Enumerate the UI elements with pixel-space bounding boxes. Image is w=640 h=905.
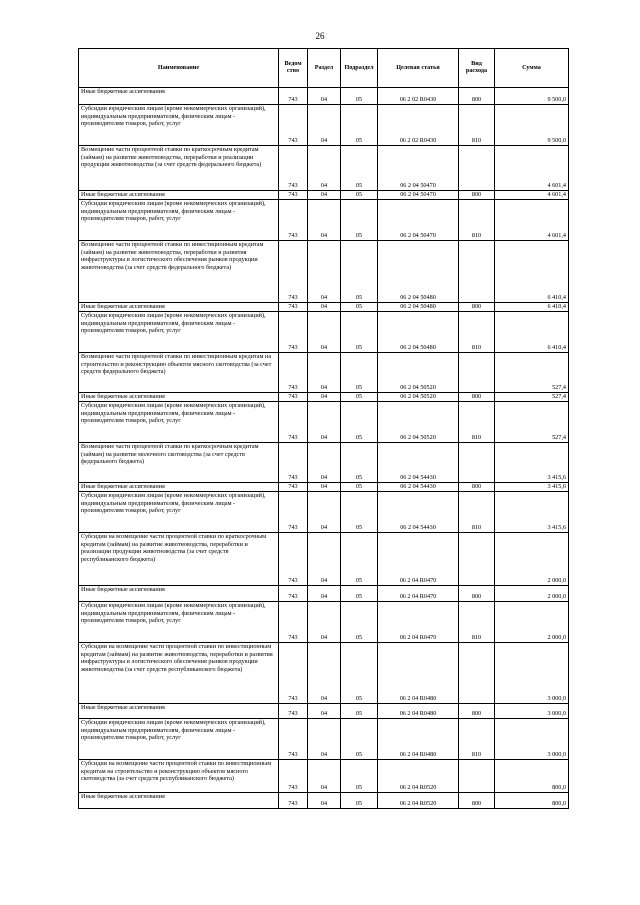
- cell-name: Иные бюджетные ассигнования: [79, 483, 279, 492]
- cell-ved: 743: [279, 200, 308, 241]
- cell-ved: 743: [279, 146, 308, 191]
- cell-razdel: 04: [308, 200, 341, 241]
- cell-podrazdel: 05: [341, 353, 378, 393]
- cell-name: Иные бюджетные ассигнования: [79, 303, 279, 312]
- cell-podrazdel: 05: [341, 146, 378, 191]
- cell-vid: 800: [459, 393, 495, 402]
- table-row: [79, 200, 569, 241]
- cell-sum: 3 000,0: [495, 719, 569, 760]
- cell-target: 06 2 04 R0470: [378, 533, 459, 586]
- cell-name: Субсидии юридическим лицам (кроме некоммерческих организаций), индивидуальным предпринимателям, физическим лицам - производителям товаров, работ, услуг: [79, 312, 279, 353]
- cell-target: 06 2 04 50520: [378, 353, 459, 393]
- cell-ved: 743: [279, 704, 308, 719]
- cell-podrazdel: 05: [341, 602, 378, 643]
- cell-razdel: 04: [308, 793, 341, 809]
- cell-razdel: 04: [308, 402, 341, 443]
- cell-name: Иные бюджетные ассигнования: [79, 191, 279, 200]
- cell-podrazdel: 05: [341, 483, 378, 492]
- cell-vid: 810: [459, 492, 495, 533]
- cell-ved: 743: [279, 533, 308, 586]
- cell-razdel: 04: [308, 602, 341, 643]
- cell-sum: 4 601,4: [495, 191, 569, 200]
- cell-target: 06 2 04 50470: [378, 200, 459, 241]
- header-sum: Сумма: [495, 49, 569, 88]
- cell-ved: 743: [279, 602, 308, 643]
- cell-razdel: 04: [308, 719, 341, 760]
- cell-vid: 800: [459, 483, 495, 492]
- header-ved: Ведом ство: [279, 49, 308, 88]
- cell-target: 06 2 04 50520: [378, 402, 459, 443]
- cell-name: Субсидии на возмещение части процентной ставки по инвестиционным кредитам (займам) на развитие животноводства, переработки и развития инфраструктуры и логистического обеспечения рынков продукции животноводства (за счет средств республиканского бюджета): [79, 643, 279, 704]
- cell-sum: 3 000,0: [495, 704, 569, 719]
- cell-razdel: 04: [308, 760, 341, 793]
- cell-vid: [459, 533, 495, 586]
- table-row: [79, 602, 569, 643]
- cell-ved: 743: [279, 719, 308, 760]
- table-row: [79, 760, 569, 793]
- cell-vid: 810: [459, 105, 495, 146]
- cell-vid: 800: [459, 586, 495, 602]
- table-row: [79, 191, 569, 200]
- cell-ved: 743: [279, 105, 308, 146]
- cell-target: 06 2 04 50480: [378, 303, 459, 312]
- cell-target: 06 2 04 R0520: [378, 760, 459, 793]
- cell-razdel: 04: [308, 105, 341, 146]
- cell-podrazdel: 05: [341, 533, 378, 586]
- cell-target: 06 2 04 50470: [378, 146, 459, 191]
- cell-vid: 810: [459, 402, 495, 443]
- cell-sum: 9 500,0: [495, 88, 569, 105]
- cell-sum: 527,4: [495, 353, 569, 393]
- cell-target: 06 2 04 54430: [378, 483, 459, 492]
- cell-podrazdel: 05: [341, 643, 378, 704]
- cell-sum: 2 000,0: [495, 602, 569, 643]
- cell-razdel: 04: [308, 393, 341, 402]
- cell-razdel: 04: [308, 146, 341, 191]
- cell-vid: 800: [459, 793, 495, 809]
- table-body: [79, 88, 569, 809]
- cell-podrazdel: 05: [341, 312, 378, 353]
- cell-sum: 4 601,4: [495, 200, 569, 241]
- cell-sum: 527,4: [495, 393, 569, 402]
- table-header-row: [79, 49, 569, 88]
- table-row: [79, 303, 569, 312]
- cell-ved: 743: [279, 88, 308, 105]
- cell-sum: 6 410,4: [495, 241, 569, 303]
- cell-name: Субсидии на возмещение части процентной ставки по краткосрочным кредитам (займам) на развитие животноводства, переработки и реализации продукции животноводства (за счет средств республиканского бюджета): [79, 533, 279, 586]
- cell-name: Возмещение части процентной ставки по инвестиционным кредитам на строительство и реконструкцию объектов мясного скотоводства (за счет средств федерального бюджета): [79, 353, 279, 393]
- cell-sum: 2 000,0: [495, 533, 569, 586]
- cell-podrazdel: 05: [341, 303, 378, 312]
- cell-vid: 800: [459, 303, 495, 312]
- cell-name: Возмещение части процентной ставки по инвестиционным кредитам (займам) на развитие животноводства, переработки и развития инфраструктуры и логистического обеспечения рынков продукции животноводства (за счет средств федерального бюджета): [79, 241, 279, 303]
- header-vid: Вид расхода: [459, 49, 495, 88]
- cell-razdel: 04: [308, 191, 341, 200]
- cell-podrazdel: 05: [341, 719, 378, 760]
- cell-sum: 3 000,0: [495, 643, 569, 704]
- cell-ved: 743: [279, 643, 308, 704]
- cell-sum: 6 410,4: [495, 312, 569, 353]
- cell-sum: 3 415,6: [495, 483, 569, 492]
- cell-podrazdel: 05: [341, 241, 378, 303]
- table-row: [79, 443, 569, 483]
- cell-podrazdel: 05: [341, 105, 378, 146]
- cell-sum: 800,0: [495, 760, 569, 793]
- cell-vid: 810: [459, 719, 495, 760]
- cell-ved: 743: [279, 241, 308, 303]
- cell-vid: [459, 241, 495, 303]
- cell-ved: 743: [279, 402, 308, 443]
- table-row: [79, 353, 569, 393]
- cell-target: 06 2 04 R0470: [378, 586, 459, 602]
- cell-name: Субсидии юридическим лицам (кроме некоммерческих организаций), индивидуальным предпринимателям, физическим лицам - производителям товаров, работ, услуг: [79, 602, 279, 643]
- cell-target: 06 2 04 R0520: [378, 793, 459, 809]
- header-target: Целевая статья: [378, 49, 459, 88]
- cell-razdel: 04: [308, 241, 341, 303]
- cell-sum: 9 500,0: [495, 105, 569, 146]
- cell-razdel: 04: [308, 704, 341, 719]
- cell-sum: 527,4: [495, 402, 569, 443]
- cell-razdel: 04: [308, 443, 341, 483]
- cell-target: 06 2 04 54430: [378, 492, 459, 533]
- cell-razdel: 04: [308, 312, 341, 353]
- cell-ved: 743: [279, 492, 308, 533]
- table-row: [79, 146, 569, 191]
- table-row: [79, 643, 569, 704]
- cell-name: Иные бюджетные ассигнования: [79, 88, 279, 105]
- cell-target: 06 2 02 R0430: [378, 88, 459, 105]
- cell-ved: 743: [279, 191, 308, 200]
- cell-name: Субсидии юридическим лицам (кроме некоммерческих организаций), индивидуальным предпринимателям, физическим лицам - производителям товаров, работ, услуг: [79, 719, 279, 760]
- cell-razdel: 04: [308, 88, 341, 105]
- cell-podrazdel: 05: [341, 492, 378, 533]
- cell-ved: 743: [279, 353, 308, 393]
- cell-target: 06 2 04 50480: [378, 241, 459, 303]
- cell-podrazdel: 05: [341, 191, 378, 200]
- cell-ved: 743: [279, 760, 308, 793]
- cell-target: 06 2 04 R0480: [378, 704, 459, 719]
- cell-name: Иные бюджетные ассигнования: [79, 793, 279, 809]
- cell-razdel: 04: [308, 483, 341, 492]
- cell-ved: 743: [279, 393, 308, 402]
- cell-vid: [459, 443, 495, 483]
- table-row: [79, 704, 569, 719]
- cell-target: 06 2 04 54430: [378, 443, 459, 483]
- table-row: [79, 793, 569, 809]
- cell-vid: [459, 146, 495, 191]
- table-row: [79, 533, 569, 586]
- cell-podrazdel: 05: [341, 760, 378, 793]
- cell-sum: 800,0: [495, 793, 569, 809]
- table-row: [79, 241, 569, 303]
- cell-sum: 3 415,6: [495, 492, 569, 533]
- cell-podrazdel: 05: [341, 402, 378, 443]
- cell-ved: 743: [279, 303, 308, 312]
- cell-razdel: 04: [308, 586, 341, 602]
- cell-name: Иные бюджетные ассигнования: [79, 393, 279, 402]
- cell-podrazdel: 05: [341, 793, 378, 809]
- cell-podrazdel: 05: [341, 443, 378, 483]
- cell-podrazdel: 05: [341, 586, 378, 602]
- cell-sum: 6 410,4: [495, 303, 569, 312]
- cell-name: Возмещение части процентной ставки по краткосрочным кредитам (займам) на развитие животноводства, переработки и реализации продукции животноводства (за счет средств федерального бюджета): [79, 146, 279, 191]
- budget-table: [78, 48, 569, 809]
- cell-razdel: 04: [308, 533, 341, 586]
- cell-name: Иные бюджетные ассигнования: [79, 704, 279, 719]
- cell-target: 06 2 04 50470: [378, 191, 459, 200]
- header-podrazdel: Подраздел: [341, 49, 378, 88]
- table-row: [79, 88, 569, 105]
- cell-vid: 810: [459, 602, 495, 643]
- cell-target: 06 2 04 50480: [378, 312, 459, 353]
- cell-podrazdel: 05: [341, 704, 378, 719]
- cell-name: Субсидии юридическим лицам (кроме некоммерческих организаций), индивидуальным предпринимателям, физическим лицам - производителям товаров, работ, услуг: [79, 200, 279, 241]
- table-row: [79, 586, 569, 602]
- header-name: Наименование: [79, 49, 279, 88]
- cell-sum: 3 415,6: [495, 443, 569, 483]
- cell-ved: 743: [279, 586, 308, 602]
- cell-ved: 743: [279, 443, 308, 483]
- cell-vid: 810: [459, 200, 495, 241]
- cell-vid: 800: [459, 704, 495, 719]
- cell-razdel: 04: [308, 492, 341, 533]
- cell-target: 06 2 04 R0470: [378, 602, 459, 643]
- table-row: [79, 492, 569, 533]
- cell-name: Субсидии юридическим лицам (кроме некоммерческих организаций), индивидуальным предпринимателям, физическим лицам - производителям товаров, работ, услуг: [79, 105, 279, 146]
- table-row: [79, 402, 569, 443]
- cell-podrazdel: 05: [341, 200, 378, 241]
- cell-name: Иные бюджетные ассигнования: [79, 586, 279, 602]
- cell-vid: 810: [459, 312, 495, 353]
- cell-target: 06 2 04 R0480: [378, 643, 459, 704]
- cell-podrazdel: 05: [341, 88, 378, 105]
- cell-sum: 4 601,4: [495, 146, 569, 191]
- cell-vid: [459, 643, 495, 704]
- table-row: [79, 105, 569, 146]
- table-row: [79, 483, 569, 492]
- cell-podrazdel: 05: [341, 393, 378, 402]
- cell-sum: 2 000,0: [495, 586, 569, 602]
- cell-ved: 743: [279, 793, 308, 809]
- header-razdel: Раздел: [308, 49, 341, 88]
- page-number: 26: [315, 31, 325, 41]
- cell-vid: 800: [459, 88, 495, 105]
- cell-vid: [459, 353, 495, 393]
- cell-target: 06 2 02 R0430: [378, 105, 459, 146]
- cell-razdel: 04: [308, 643, 341, 704]
- cell-vid: [459, 760, 495, 793]
- cell-target: 06 2 04 50520: [378, 393, 459, 402]
- cell-ved: 743: [279, 483, 308, 492]
- table-row: [79, 312, 569, 353]
- cell-vid: 800: [459, 191, 495, 200]
- cell-name: Возмещение части процентной ставки по краткосрочным кредитам (займам) на развитие молочного скотоводства (за счет средств федерального бюджета): [79, 443, 279, 483]
- cell-ved: 743: [279, 312, 308, 353]
- cell-name: Субсидии юридическим лицам (кроме некоммерческих организаций), индивидуальным предпринимателям, физическим лицам - производителям товаров, работ, услуг: [79, 492, 279, 533]
- cell-name: Субсидии на возмещение части процентной ставки по инвестиционным кредитам на строительство и реконструкцию объектов мясного скотоводства (за счет средств республиканского бюджета): [79, 760, 279, 793]
- cell-target: 06 2 04 R0480: [378, 719, 459, 760]
- cell-razdel: 04: [308, 303, 341, 312]
- cell-name: Субсидии юридическим лицам (кроме некоммерческих организаций), индивидуальным предпринимателям, физическим лицам - производителям товаров, работ, услуг: [79, 402, 279, 443]
- table-row: [79, 393, 569, 402]
- table-row: [79, 719, 569, 760]
- cell-razdel: 04: [308, 353, 341, 393]
